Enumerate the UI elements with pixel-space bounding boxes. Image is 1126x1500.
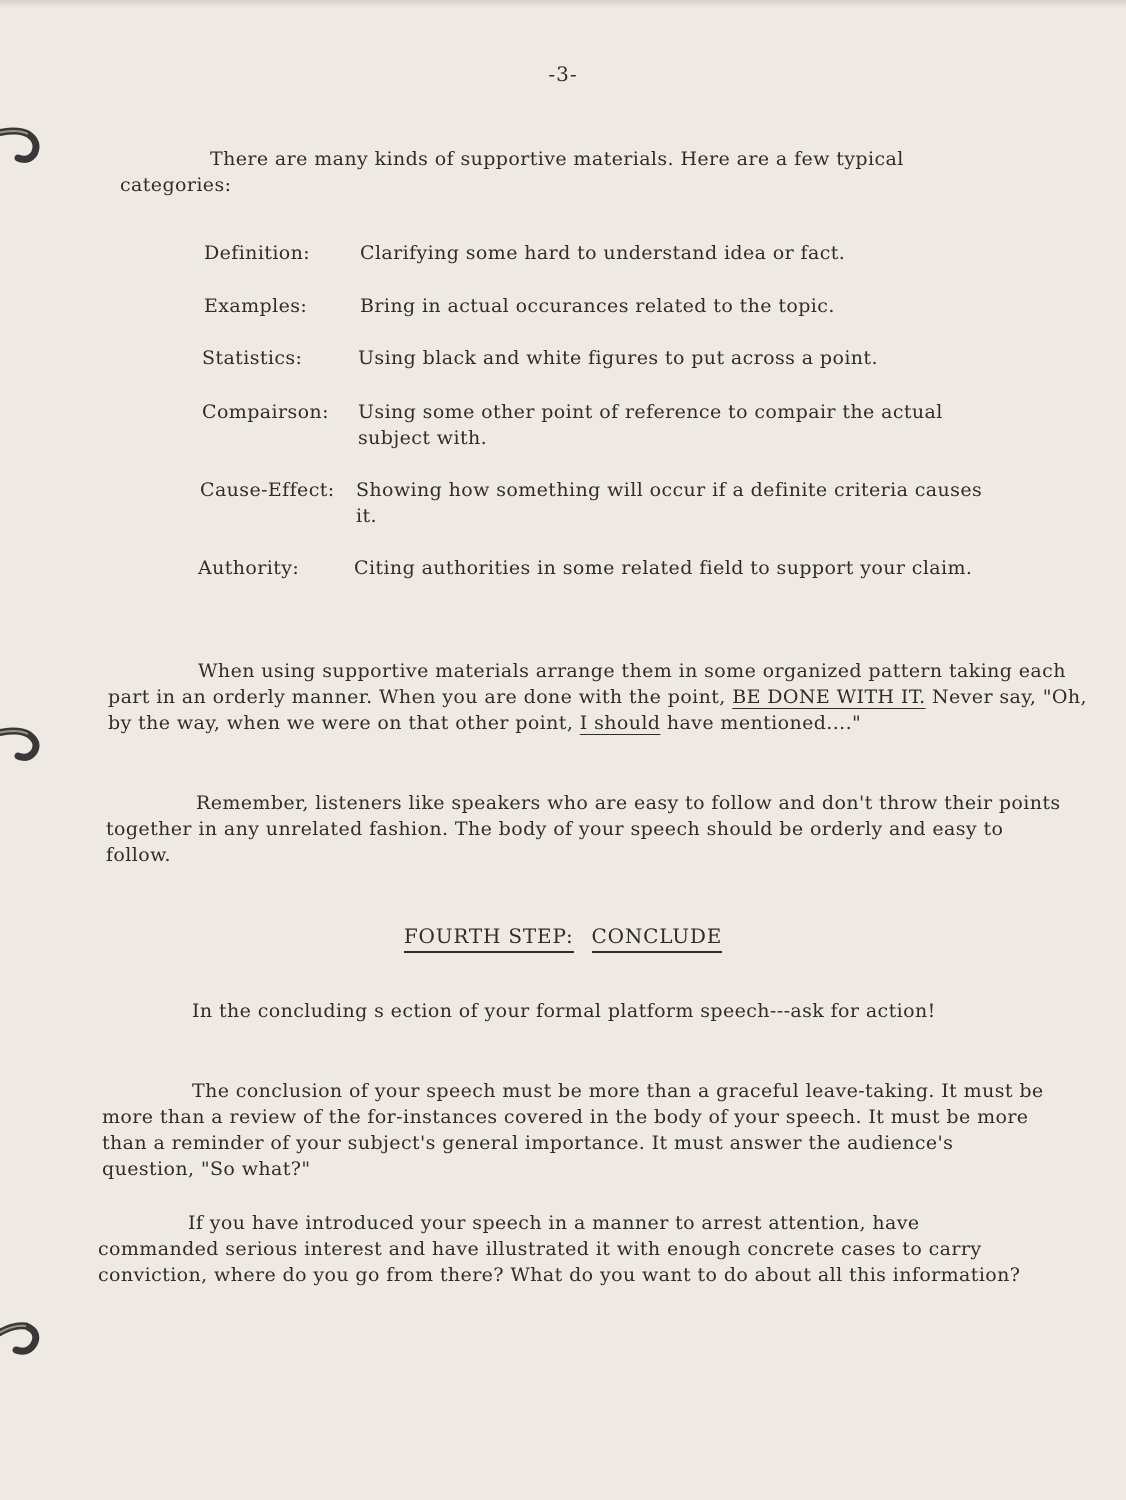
be-done-emphasis: BE DONE WITH IT.	[732, 686, 926, 708]
i-should-emphasis: I should	[579, 712, 661, 734]
category-term: Compairson:	[202, 401, 329, 423]
category-description: Using black and white figures to put across a point.	[358, 347, 878, 369]
category-term: Cause-Effect:	[200, 479, 335, 501]
binder-ring-top	[0, 122, 52, 166]
concluding-paragraph	[102, 998, 992, 1024]
arrange-text: Never say, "Oh, by the way, when we were on that other point,	[108, 686, 1087, 734]
intro-paragraph	[120, 146, 960, 198]
category-description: Clarifying some hard to understand idea or fact.	[360, 242, 846, 264]
page-number: -3-	[548, 62, 578, 86]
category-term: Examples:	[204, 295, 308, 317]
category-definition	[204, 240, 1010, 266]
category-description: Bring in actual occurances related to the topic.	[360, 295, 835, 317]
arrange-text: have mentioned...."	[660, 712, 862, 734]
category-description: Showing how something will occur if a definite criteria causes it.	[356, 479, 983, 527]
category-term: Statistics:	[202, 347, 303, 369]
arrange-paragraph	[108, 658, 1098, 736]
concluding-text: In the concluding s ection of your formal platform speech---ask for action!	[192, 1000, 936, 1022]
category-statistics	[202, 345, 1008, 371]
conclusion-paragraph	[102, 1078, 1052, 1182]
heading-title: CONCLUDE	[592, 924, 723, 953]
category-cause-effect	[200, 477, 1006, 529]
arrange-text: When using supportive materials arrange them in some organized pattern taking each part in an orderly manner. When you are done with the point,	[108, 660, 1066, 708]
category-description: Citing authorities in some related field to support your claim.	[354, 557, 973, 579]
category-description: Using some other point of reference to compair the actual subject with.	[358, 401, 943, 449]
page-top-edge	[0, 0, 1126, 8]
category-examples	[204, 293, 1010, 319]
category-comparison	[202, 399, 1008, 451]
remember-paragraph	[106, 790, 1066, 868]
category-term: Definition:	[204, 242, 311, 264]
intro-text: There are many kinds of supportive materials. Here are a few typical categories:	[120, 148, 904, 196]
final-paragraph	[98, 1210, 1038, 1288]
category-term: Authority:	[198, 557, 300, 579]
heading-step: FOURTH STEP:	[404, 924, 574, 953]
binder-ring-bottom	[0, 1314, 52, 1358]
category-authority	[198, 555, 1004, 607]
final-text: If you have introduced your speech in a manner to arrest attention, have commanded serious interest and have illustrated it with enough concrete cases to carry conviction, where do you go from there? What do you want to do about all this information?	[98, 1212, 1021, 1286]
binder-ring-middle	[0, 720, 52, 764]
conclusion-text: The conclusion of your speech must be more than a graceful leave-taking. It must be more than a review of the for-instances covered in the body of your speech. It must be more than a reminder of your subject's general importance. It must answer the audience's question, "So what?"	[102, 1080, 1044, 1180]
remember-text: Remember, listeners like speakers who are easy to follow and don't throw their points together in any unrelated fashion. The body of your speech should be orderly and easy to follow.	[106, 792, 1061, 866]
section-heading	[0, 924, 1126, 948]
